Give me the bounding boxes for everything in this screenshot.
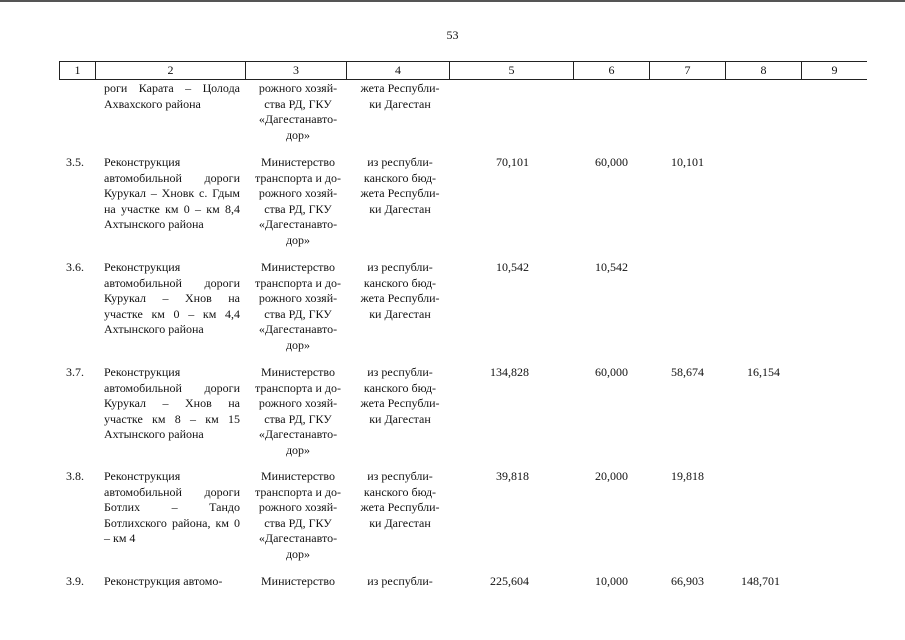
row-year-1: 20,000 [595,469,628,483]
row-total: 225,604 [490,574,529,588]
row-source: из республи- канского бюд- жета Республи- ки Дагестан [360,155,440,216]
row-number: 3.6. [66,260,84,274]
continuation-name: роги Карата – Цолода Ахвахского района [104,81,240,111]
row-year-3: 148,701 [741,574,780,588]
row-source: из республи- канского бюд- жета Республи- ки Дагестан [360,469,440,530]
header-col-4: 4 [346,62,449,79]
continuation-executor: рожного хозяй- ства РД, ГКУ «Дагестанавто- дор» [258,81,338,142]
row-year-2: 66,903 [671,574,704,588]
table-header-row [59,61,867,80]
row-total: 10,542 [496,260,529,274]
header-col-8: 8 [725,62,801,79]
row-executor: Министерство транспорта и до- рожного хозяй- ства РД, ГКУ «Дагестанавто- дор» [255,469,341,561]
row-name: Реконструкция автомобильной дороги Курукал – Хновк с. Гдым на участке км 0 – км 8,4 Ахтынского района [104,155,240,231]
header-col-6: 6 [573,62,649,79]
header-col-5: 5 [449,62,573,79]
row-executor: Министерство [261,574,335,588]
row-year-3: 16,154 [747,365,780,379]
top-border-line [0,0,905,2]
row-executor: Министерство транспорта и до- рожного хозяй- ства РД, ГКУ «Дагестанавто- дор» [255,365,341,457]
row-total: 134,828 [490,365,529,379]
continuation-source: жета Республи- ки Дагестан [360,81,440,111]
row-year-1: 10,000 [595,574,628,588]
row-source: из республи- канского бюд- жета Республи- ки Дагестан [360,260,440,321]
row-number: 3.7. [66,365,84,379]
row-executor: Министерство транспорта и до- рожного хозяй- ства РД, ГКУ «Дагестанавто- дор» [255,155,341,247]
row-year-1: 60,000 [595,155,628,169]
row-year-2: 58,674 [671,365,704,379]
row-name: Реконструкция автомобильной дороги Курукал – Хнов на участке км 8 – км 15 Ахтынского района [104,365,240,441]
row-year-2: 10,101 [671,155,704,169]
header-col-9: 9 [801,62,867,79]
row-source: из республи- канского бюд- жета Республи- ки Дагестан [360,365,440,426]
row-name: Реконструкция автомобильной дороги Ботлих – Тандо Ботлихского района, км 0 – км 4 [104,469,240,545]
row-number: 3.9. [66,574,84,588]
row-name: Реконструкция автомобильной дороги Курукал – Хнов на участке км 0 – км 4,4 Ахтынского района [104,260,240,336]
header-col-3: 3 [245,62,346,79]
row-source: из республи- [367,574,433,588]
row-year-1: 10,542 [595,260,628,274]
header-col-7: 7 [649,62,725,79]
row-number: 3.8. [66,469,84,483]
row-name: Реконструкция автомо- [104,574,223,588]
row-year-1: 60,000 [595,365,628,379]
header-col-2: 2 [95,62,245,79]
row-executor: Министерство транспорта и до- рожного хозяй- ства РД, ГКУ «Дагестанавто- дор» [255,260,341,352]
row-number: 3.5. [66,155,84,169]
row-year-2: 19,818 [671,469,704,483]
row-total: 70,101 [496,155,529,169]
row-total: 39,818 [496,469,529,483]
header-col-1: 1 [59,62,95,79]
page-number: 53 [446,28,459,42]
